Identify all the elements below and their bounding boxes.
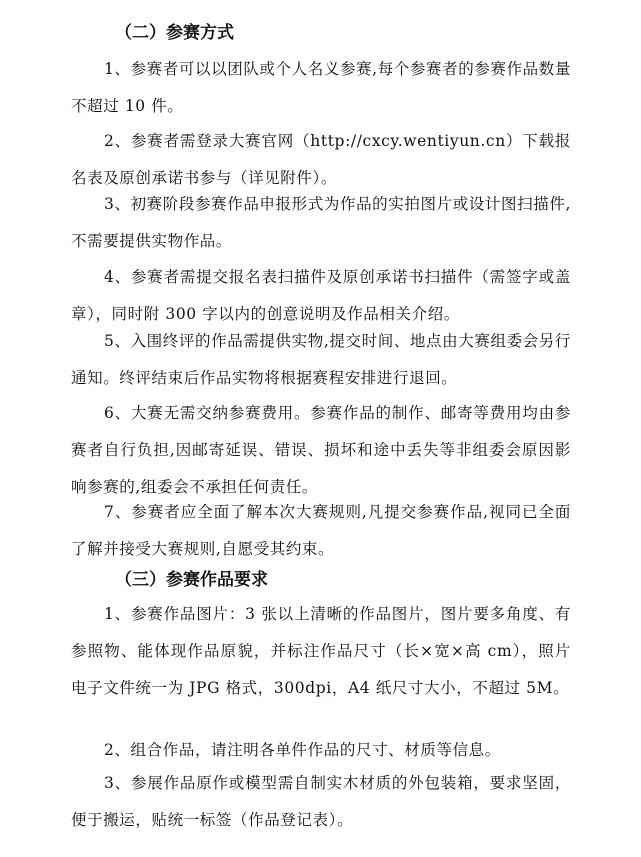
paragraph-item-6: 6、大赛无需交纳参赛费用。参赛作品的制作、邮寄等费用均由参赛者自行负担,因邮寄延误、错误、损坏和途中丢失等非组委会原因影响参赛的,组委会不承担任何责任。 (71, 404, 571, 496)
section-heading-participation: （二）参赛方式 (115, 23, 234, 43)
requirement-item-3: 3、参展作品原作或模型需自制实木材质的外包装箱，要求坚固，便于搬运，贴统一标签（作品登记表）。 (71, 774, 571, 829)
paragraph-item-5: 5、入围终评的作品需提供实物,提交时间、地点由大赛组委会另行通知。终评结束后作品实物将根据赛程安排进行退回。 (71, 332, 571, 387)
section-heading-requirements: （三）参赛作品要求 (115, 570, 268, 590)
paragraph-item-3: 3、初赛阶段参赛作品申报形式为作品的实拍图片或设计图扫描件,不需要提供实物作品。 (71, 195, 571, 250)
requirement-item-2: 2、组合作品，请注明各单件作品的尺寸、材质等信息。 (104, 741, 501, 759)
paragraph-item-4: 4、参赛者需提交报名表扫描件及原创承诺书扫描件（需签字或盖章），同时附 300 字以内的创意说明及作品相关介绍。 (71, 268, 571, 323)
requirement-item-1: 1、参赛作品图片：3 张以上清晰的作品图片，图片要多角度、有参照物、能体现作品原貌，并标注作品尺寸（长×宽×高 cm），照片电子文件统一为 JPG 格式，300dpi，A4 纸尺寸大小，不超过 5M。 (71, 605, 571, 697)
paragraph-item-1: 1、参赛者可以以团队或个人名义参赛,每个参赛者的参赛作品数量不超过 10 件。 (71, 60, 571, 115)
paragraph-item-7: 7、参赛者应全面了解本次大赛规则,凡提交参赛作品,视同已全面了解并接受大赛规则,自愿受其约束。 (71, 503, 571, 558)
paragraph-item-2: 2、参赛者需登录大赛官网（http://cxcy.wentiyun.cn）下载报名表及原创承诺书参与（详见附件）。 (71, 132, 571, 187)
